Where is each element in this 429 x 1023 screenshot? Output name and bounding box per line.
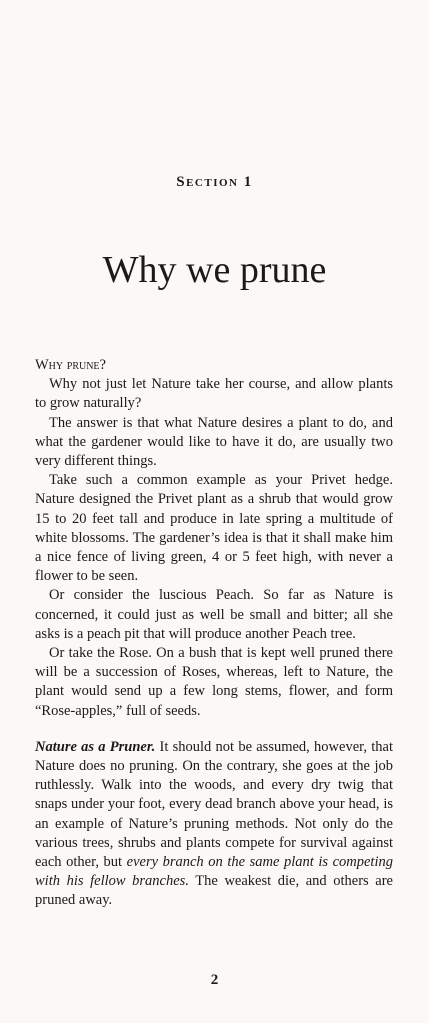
paragraph: Why not just let Nature take her course, and allow plants to grow naturally?	[35, 376, 393, 412]
runin-heading: Nature as a Pruner.	[35, 738, 156, 755]
section-label: Section 1	[176, 174, 253, 190]
paragraph: Or consider the luscious Peach. So far as Nature is concerned, it could just as well be small and bitter; all she asks is a peach pit that will produce another Peach tree.	[35, 587, 393, 642]
italic-text: every branch on the same plant is competing with his fellow branches.	[35, 854, 393, 890]
paragraph: Take such a common example as your Privet hedge. Nature designed the Privet plant as a shrub that would grow 15 to 20 feet tall and produce in late spring a multitude of white blossoms. The gardener’s idea is that it shall make him a nice fence of living green, 4 or 5 feet high, with never a flower to be seen.	[35, 472, 393, 585]
body-text	[35, 356, 393, 911]
pruner-paragraph	[35, 738, 393, 911]
paragraph-text: The weakest die, and others are pruned away.	[35, 873, 393, 909]
chapter-title: Why we prune	[102, 249, 327, 291]
paragraph-text: It should not be assumed, however, that Nature does no pruning. On the contrary, she goes at the job ruthlessly. Walk into the woods, and every dry twig that snaps under your foot, every dead branch above your head, is an example of Nature’s pruning methods. Not only do the various trees, shrubs and plants compete for survival against each other, but	[35, 738, 393, 871]
subheading: Why prune?	[35, 357, 106, 373]
page-number: 2	[210, 972, 219, 988]
paragraph: The answer is that what Nature desires a plant to do, and what the gardener would like to have it do, are usually two very different things.	[35, 414, 393, 470]
paragraph: Or take the Rose. On a bush that is kept well pruned there will be a succession of Roses, whereas, left to Nature, the plant would send up a few long stems, flower, and form “Rose-apples,” full of seeds.	[35, 645, 393, 719]
